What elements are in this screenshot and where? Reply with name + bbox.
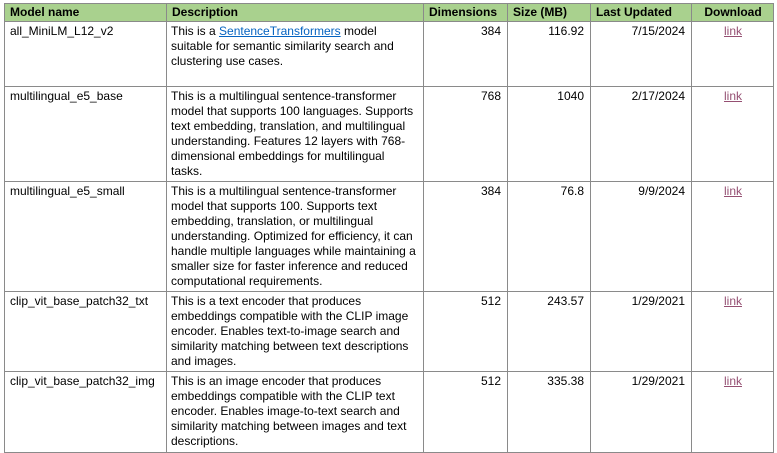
last-updated-cell: 9/9/2024: [591, 182, 692, 292]
model-name-cell: multilingual_e5_base: [5, 87, 167, 182]
last-updated-cell: 7/15/2024: [591, 22, 692, 87]
last-updated-cell: 1/29/2021: [591, 372, 692, 453]
model-name-cell: clip_vit_base_patch32_txt: [5, 292, 167, 372]
download-cell: [692, 372, 774, 453]
download-cell: [692, 22, 774, 87]
size-cell: 335.38: [508, 372, 591, 453]
download-link[interactable]: link: [723, 184, 742, 198]
description-cell: This is a text encoder that produces embeddings compatible with the CLIP image encoder. Enables text-to-image search and similarity matching between text descriptions and images.: [167, 292, 424, 372]
description-cell: This is a multilingual sentence-transformer model that supports 100. Supports text embedding, translation, or multilingual understanding. Optimized for efficiency, it can handle multiple languages while maintaining a smaller size for faster inference and reduced computational requirements.: [167, 182, 424, 292]
size-cell: 116.92: [508, 22, 591, 87]
header-last-updated: Last Updated: [591, 4, 692, 22]
size-cell: 243.57: [508, 292, 591, 372]
dimensions-cell: 384: [424, 182, 508, 292]
model-name-cell: all_MiniLM_L12_v2: [5, 22, 167, 87]
size-cell: 76.8: [508, 182, 591, 292]
download-link[interactable]: link: [723, 24, 742, 38]
description-cell: This is an image encoder that produces embeddings compatible with the CLIP text encoder. Enables image-to-text search and similarity matching between images and text descriptions.: [167, 372, 424, 453]
table-row: [5, 87, 774, 182]
size-cell: 1040: [508, 87, 591, 182]
download-link[interactable]: link: [723, 89, 742, 103]
sentence-transformers-link[interactable]: SentenceTransformers: [219, 24, 341, 38]
dimensions-cell: 384: [424, 22, 508, 87]
description-cell: This is a multilingual sentence-transformer model that supports 100 languages. Supports text embedding, translation, and multilingual understanding. Features 12 layers with 768-dimensional embeddings for multilingual tasks.: [167, 87, 424, 182]
model-name-cell: clip_vit_base_patch32_img: [5, 372, 167, 453]
header-model-name: Model name: [5, 4, 167, 22]
dimensions-cell: 512: [424, 372, 508, 453]
dimensions-cell: 512: [424, 292, 508, 372]
header-description: Description: [167, 4, 424, 22]
table-row: [5, 292, 774, 372]
download-link[interactable]: link: [723, 374, 742, 388]
download-cell: [692, 292, 774, 372]
download-link[interactable]: link: [723, 294, 742, 308]
model-name-cell: multilingual_e5_small: [5, 182, 167, 292]
description-text-pre: This is a: [171, 24, 220, 38]
header-row: [5, 4, 774, 22]
header-download: Download: [692, 4, 774, 22]
download-cell: [692, 87, 774, 182]
header-dimensions: Dimensions: [424, 4, 508, 22]
table-row: [5, 372, 774, 453]
description-text: model suitable for semantic similarity search and clustering use cases.: [171, 24, 394, 68]
header-size: Size (MB): [508, 4, 591, 22]
description-cell: [167, 22, 424, 87]
models-table: [4, 3, 774, 453]
download-cell: [692, 182, 774, 292]
dimensions-cell: 768: [424, 87, 508, 182]
table-row: [5, 22, 774, 87]
table-row: [5, 182, 774, 292]
last-updated-cell: 1/29/2021: [591, 292, 692, 372]
last-updated-cell: 2/17/2024: [591, 87, 692, 182]
